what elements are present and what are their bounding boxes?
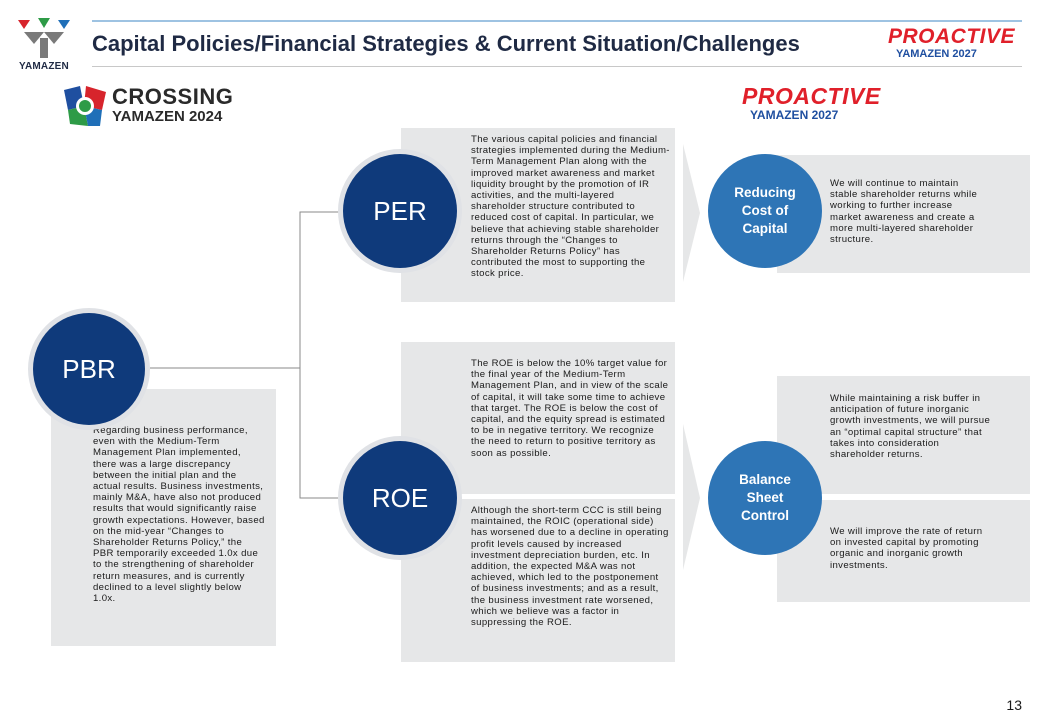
per-text: The various capital policies and financial strategies implemented during the Medium-Term Management Plan along with the improved market awareness and market liquidity brought by the promotion of IR activities, and the multi-layered shareholder structure contributed to reduced cost of capital. In particular, we believe that achieving stable shareholder returns through the “Changes to Shareholder Returns Policy” has contributed the most to supporting the stock price.	[471, 134, 670, 280]
pbr-text: Regarding business performance, even with the Medium-Term Management Plan implemented, there was a large discrepancy between the initial plan and the actual results. Business investments, mainly M&A, have also not produced results that would significantly raise growth expectations. However, based on the mid-year “Changes to Shareholder Returns Policy,” the PBR temporarily exceeded 1.0x due to the strengthening of shareholder return measures, and is currently declined to a level slightly below 1.0x.	[93, 425, 265, 605]
pbr-label: PBR	[62, 353, 116, 384]
arrow-chevron-bottom	[683, 424, 700, 570]
proactive-main-sub: YAMAZEN 2027	[750, 108, 839, 122]
proactive-main-word: PROACTIVE	[742, 83, 881, 109]
page-title: Capital Policies/Financial Strategies & Current Situation/Challenges	[92, 31, 800, 56]
per-circle	[343, 154, 457, 268]
balance-circle	[708, 441, 822, 555]
roe-circle	[343, 441, 457, 555]
roe-text-1: The ROE is below the 10% target value for the final year of the Medium-Term Management Plan, and in view of the scale of capital, it will take some time to achieve that target. The ROE is below the cost of capital, and the equity spread is estimated to be in negative territory. We recognize the need to return to positive territory as soon as possible.	[471, 358, 669, 459]
balance-label: Balance Sheet Control	[739, 472, 791, 523]
arrow-chevron-top	[683, 144, 700, 282]
crossing-line2: YAMAZEN 2024	[112, 108, 223, 125]
roe-label: ROE	[371, 482, 429, 513]
proactive-word: PROACTIVE	[888, 25, 1016, 48]
crossing-line1: CROSSING	[112, 84, 234, 109]
reducing-circle	[708, 154, 822, 268]
per-label: PER	[373, 195, 427, 226]
reducing-text: We will continue to maintain stable shareholder returns while working to further increase market awareness and create a more multi-layered shareholder structure.	[830, 178, 978, 246]
proactive-sub: YAMAZEN 2027	[896, 48, 977, 60]
roe-text-2: Although the short-term CCC is still being maintained, the ROIC (operational side) has worsened due to a decline in operating profit levels caused by increased investment depreciation burden, etc. In addition, the expected M&A was not achieved, which led to the postponement of business investments; and as a result, the business investment rate worsened, which we believe was a factor in suppressing the ROE.	[471, 505, 669, 629]
balance-text-1: While maintaining a risk buffer in anticipation of future inorganic growth investments, we will pursue an “optimal capital structure” that takes into consideration shareholder returns.	[830, 393, 991, 461]
balance-text-2: We will improve the rate of return on invested capital by promoting organic and inorganic growth investments.	[830, 526, 983, 571]
page-number: 13	[1006, 697, 1022, 713]
reducing-label: Reducing Cost of Capital	[734, 185, 796, 236]
yamazen-wordmark: YAMAZEN	[19, 61, 69, 72]
pbr-circle	[33, 313, 145, 425]
